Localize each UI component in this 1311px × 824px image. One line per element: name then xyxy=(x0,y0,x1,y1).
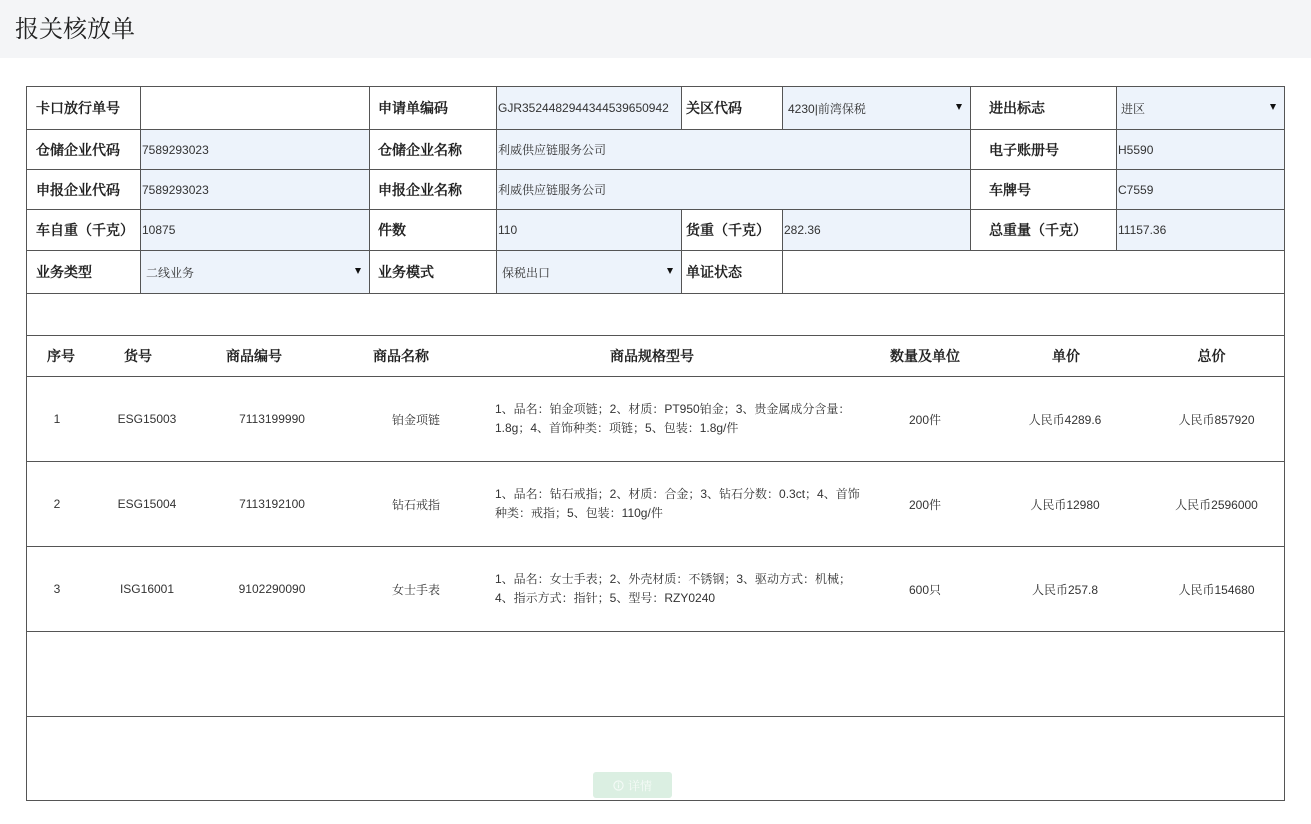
business-type-select[interactable] xyxy=(141,251,370,293)
io-flag-selected-value: 进区 xyxy=(1121,101,1146,116)
cell-item-no: ESG15003 xyxy=(117,412,177,426)
form-row-4 xyxy=(27,210,1284,251)
cell-unit-price: 人民币12980 xyxy=(1030,497,1100,512)
cell-seq: 1 xyxy=(53,412,61,426)
business-type-label: 业务类型 xyxy=(27,251,141,293)
form-spacer-row xyxy=(27,294,1284,336)
cell-quantity: 600只 xyxy=(908,582,942,597)
cell-quantity: 200件 xyxy=(908,497,942,512)
business-type-selected-value: 二线业务 xyxy=(146,265,195,280)
doc-status-label: 单证状态 xyxy=(682,251,783,293)
customs-code-label: 关区代码 xyxy=(682,87,783,129)
pass-no-label: 卡口放行单号 xyxy=(27,87,141,129)
apply-no-field[interactable]: GJR3524482944344539650942 xyxy=(497,87,682,129)
declarant-code-label: 申报企业代码 xyxy=(27,170,141,209)
pieces-label: 件数 xyxy=(370,210,497,250)
warehouse-name-label: 仓储企业名称 xyxy=(370,130,497,169)
doc-status-field[interactable] xyxy=(783,251,1284,293)
cell-spec: 1、品名：铂金项链；2、材质：PT950铂金；3、贵金属成分含量：1.8g；4、首饰种类：项链；5、包装：1.8g/件 xyxy=(495,402,851,435)
cargo-weight-label: 货重（千克） xyxy=(682,210,783,250)
cell-quantity: 200件 xyxy=(908,412,942,427)
customs-code-select[interactable] xyxy=(783,87,971,129)
column-header-item-no: 货号 xyxy=(124,348,152,364)
cell-item-no: ESG15004 xyxy=(117,497,177,511)
cell-unit-price: 人民币4289.6 xyxy=(1028,412,1102,427)
total-weight-field[interactable]: 11157.36 xyxy=(1117,210,1284,250)
cell-name: 女士手表 xyxy=(391,582,440,597)
cell-spec: 1、品名：钻石戒指；2、材质：合金；3、钻石分数：0.3ct；4、首饰种类：戒指；5、包装：110g/件 xyxy=(495,487,860,520)
column-header-code: 商品编号 xyxy=(226,348,282,364)
customs-code-selected-value: 4230|前湾保税 xyxy=(788,101,866,116)
cell-spec: 1、品名：女士手表；2、外壳材质：不锈钢；3、驱动方式：机械；4、指示方式：指针；5、型号：RZY0240 xyxy=(495,572,852,605)
goods-table-header xyxy=(27,336,1284,377)
total-weight-label: 总重量（千克） xyxy=(971,210,1117,250)
table-row[interactable] xyxy=(27,377,1284,462)
column-header-name: 商品名称 xyxy=(373,348,429,364)
column-header-seq: 序号 xyxy=(47,348,75,364)
column-header-quantity: 数量及单位 xyxy=(890,348,960,364)
page-title: 报关核放单 xyxy=(15,16,135,43)
column-header-total: 总价 xyxy=(1197,348,1226,364)
warehouse-code-label: 仓储企业代码 xyxy=(27,130,141,169)
empty-table-row xyxy=(27,632,1284,717)
account-book-field[interactable]: H5590 xyxy=(1117,130,1284,169)
vehicle-weight-label: 车自重（千克） xyxy=(27,210,141,250)
warehouse-code-field[interactable]: 7589293023 xyxy=(141,130,370,169)
table-row[interactable] xyxy=(27,462,1284,547)
table-row[interactable] xyxy=(27,547,1284,632)
declarant-code-field[interactable]: 7589293023 xyxy=(141,170,370,209)
cell-name: 铂金项链 xyxy=(391,412,440,427)
declarant-name-label: 申报企业名称 xyxy=(370,170,497,209)
cell-seq: 2 xyxy=(53,497,61,511)
plate-no-field[interactable]: C7559 xyxy=(1117,170,1284,209)
dropdown-arrow-icon[interactable] xyxy=(355,268,361,274)
info-circle-icon xyxy=(613,780,624,791)
details-button[interactable] xyxy=(593,772,672,798)
dropdown-arrow-icon[interactable] xyxy=(1270,104,1276,110)
cell-seq: 3 xyxy=(53,582,61,596)
apply-no-label: 申请单编码 xyxy=(370,87,497,129)
pass-no-field[interactable] xyxy=(141,87,370,129)
details-button-label: 详情 xyxy=(627,778,652,793)
release-form xyxy=(26,86,1285,801)
cell-item-no: ISG16001 xyxy=(119,582,175,596)
account-book-label: 电子账册号 xyxy=(971,130,1117,169)
form-row-3 xyxy=(27,170,1284,210)
io-flag-select[interactable] xyxy=(1117,87,1284,129)
io-flag-label: 进出标志 xyxy=(971,87,1117,129)
vehicle-weight-field[interactable]: 10875 xyxy=(141,210,370,250)
declarant-name-field[interactable]: 利威供应链服务公司 xyxy=(497,170,971,209)
pieces-field[interactable]: 110 xyxy=(497,210,682,250)
column-header-spec: 商品规格型号 xyxy=(610,348,694,364)
cell-code: 9102290090 xyxy=(238,582,306,596)
form-row-1 xyxy=(27,87,1284,130)
form-row-5 xyxy=(27,251,1284,294)
cell-total: 人民币857920 xyxy=(1178,412,1255,427)
plate-no-label: 车牌号 xyxy=(971,170,1117,209)
form-row-2 xyxy=(27,130,1284,170)
dropdown-arrow-icon[interactable] xyxy=(956,104,962,110)
cell-name: 钻石戒指 xyxy=(391,497,440,512)
page-header xyxy=(0,0,1311,58)
business-mode-select[interactable] xyxy=(497,251,682,293)
column-header-unit-price: 单价 xyxy=(1052,348,1080,364)
dropdown-arrow-icon[interactable] xyxy=(667,268,673,274)
business-mode-selected-value: 保税出口 xyxy=(502,265,551,280)
cell-unit-price: 人民币257.8 xyxy=(1031,582,1099,597)
form-footer xyxy=(27,717,1284,799)
cell-total: 人民币154680 xyxy=(1178,582,1255,597)
warehouse-name-field[interactable]: 利威供应链服务公司 xyxy=(497,130,971,169)
cell-code: 7113199990 xyxy=(239,412,305,426)
cell-total: 人民币2596000 xyxy=(1175,497,1258,512)
cargo-weight-field[interactable]: 282.36 xyxy=(783,210,971,250)
cell-code: 7113192100 xyxy=(239,497,305,511)
business-mode-label: 业务模式 xyxy=(370,251,497,293)
